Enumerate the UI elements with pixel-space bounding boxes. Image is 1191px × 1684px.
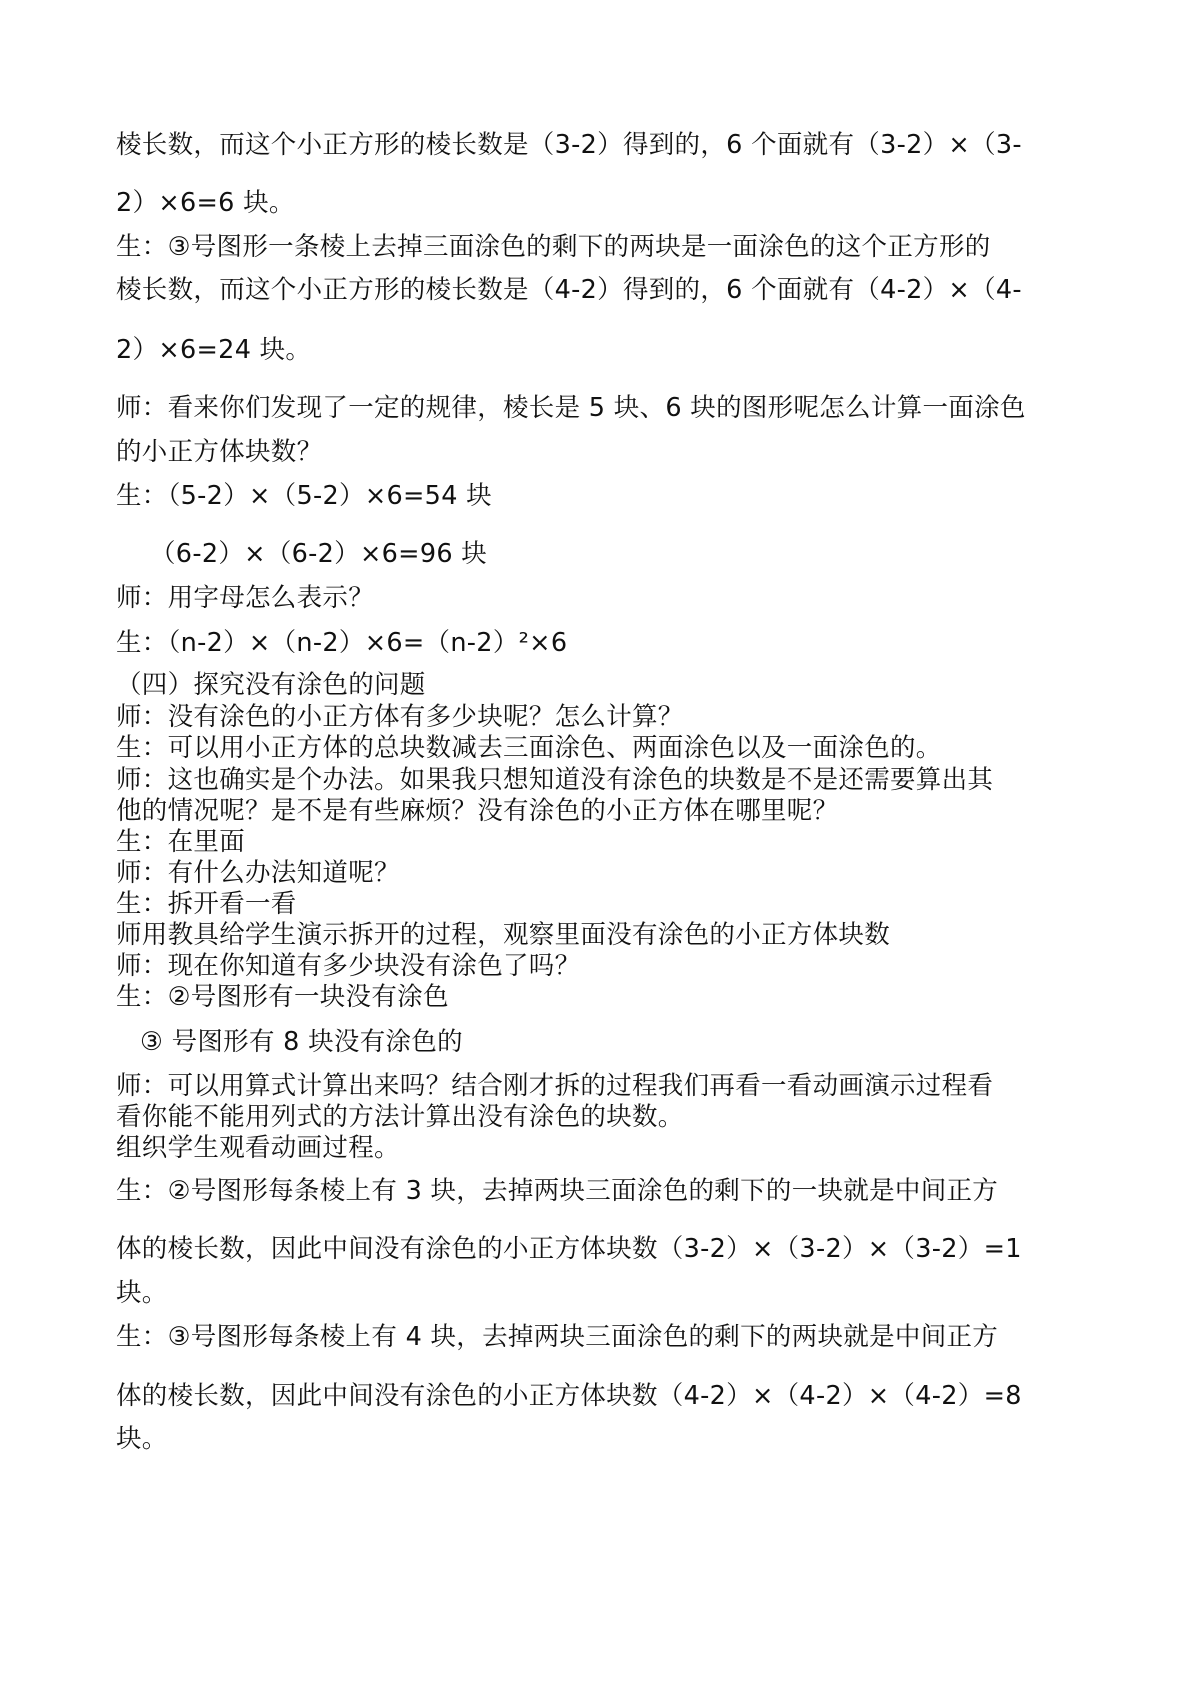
text-line: 生：②号图形有一块没有涂色 xyxy=(116,982,449,1012)
text-line: 师：用字母怎么表示？ xyxy=(116,583,375,613)
text-line: 师：现在你知道有多少块没有涂色了吗？ xyxy=(116,951,581,981)
section-heading: （四）探究没有涂色的问题 xyxy=(116,670,426,700)
text-line: 生：③号图形每条棱上有 4 块，去掉两块三面涂色的剩下的两块就是中间正方 xyxy=(116,1322,999,1352)
text-line: 师：这也确实是个办法。如果我只想知道没有涂色的块数是不是还需要算出其 xyxy=(116,765,994,795)
text-line: 生：（n-2）×（n-2）×6=（n-2）²×6 xyxy=(116,628,568,658)
text-line: 棱长数，而这个小正方形的棱长数是（4-2）得到的，6 个面就有（4-2）×（4- xyxy=(116,275,1022,305)
text-line: 生：可以用小正方体的总块数减去三面涂色、两面涂色以及一面涂色的。 xyxy=(116,733,942,763)
text-line: 看你能不能用列式的方法计算出没有涂色的块数。 xyxy=(116,1102,684,1132)
text-line: 师：没有涂色的小正方体有多少块呢？怎么计算？ xyxy=(116,702,684,732)
text-line: 师：可以用算式计算出来吗？结合刚才拆的过程我们再看一看动画演示过程看 xyxy=(116,1071,994,1101)
text-line: （6-2）×（6-2）×6=96 块 xyxy=(150,539,488,569)
text-line: 他的情况呢？是不是有些麻烦？没有涂色的小正方体在哪里呢？ xyxy=(116,796,839,826)
text-line: 生：③号图形一条棱上去掉三面涂色的剩下的两块是一面涂色的这个正方形的 xyxy=(116,232,991,262)
text-line: 块。 xyxy=(116,1424,168,1454)
text-line: 体的棱长数，因此中间没有涂色的小正方体块数（4-2）×（4-2）×（4-2）=8 xyxy=(116,1381,1022,1411)
text-line: 师：有什么办法知道呢？ xyxy=(116,858,400,888)
text-line: 生：在里面 xyxy=(116,827,246,857)
text-line: 师：看来你们发现了一定的规律，棱长是 5 块、6 块的图形呢怎么计算一面涂色 xyxy=(116,393,1026,423)
text-line: 生：拆开看一看 xyxy=(116,889,297,919)
text-line: 2）×6=24 块。 xyxy=(116,335,312,365)
text-line: 生：②号图形每条棱上有 3 块，去掉两块三面涂色的剩下的一块就是中间正方 xyxy=(116,1176,999,1206)
text-line: 2）×6=6 块。 xyxy=(116,188,295,218)
text-line: 组织学生观看动画过程。 xyxy=(116,1133,400,1163)
text-line: ③ 号图形有 8 块没有涂色的 xyxy=(140,1027,463,1057)
text-line: 的小正方体块数？ xyxy=(116,437,323,467)
text-line: 棱长数，而这个小正方形的棱长数是（3-2）得到的，6 个面就有（3-2）×（3- xyxy=(116,130,1022,160)
text-line: 师用教具给学生演示拆开的过程，观察里面没有涂色的小正方体块数 xyxy=(116,920,891,950)
text-line: 块。 xyxy=(116,1278,168,1308)
text-line: 生：（5-2）×（5-2）×6=54 块 xyxy=(116,481,492,511)
text-line: 体的棱长数，因此中间没有涂色的小正方体块数（3-2）×（3-2）×（3-2）=1 xyxy=(116,1234,1022,1264)
